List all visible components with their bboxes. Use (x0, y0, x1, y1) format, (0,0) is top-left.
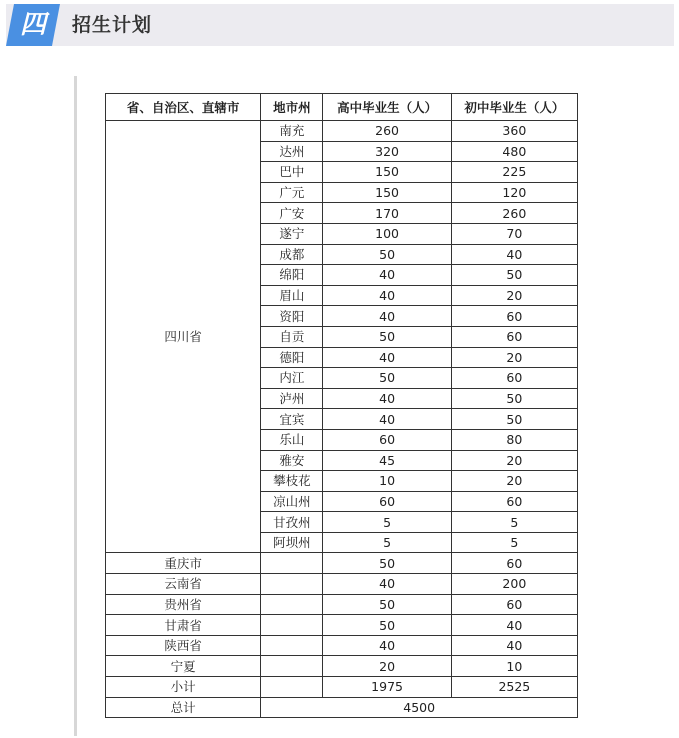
city-cell: 攀枝花 (261, 471, 323, 492)
high-school-cell: 40 (323, 574, 451, 595)
province-cell: 甘肃省 (106, 615, 261, 636)
junior-school-cell: 60 (451, 306, 577, 327)
province-cell: 四川省 (106, 121, 261, 553)
junior-school-cell: 50 (451, 409, 577, 430)
city-cell (261, 677, 323, 698)
total-row (106, 697, 578, 718)
high-school-cell: 40 (323, 347, 451, 368)
high-school-cell: 40 (323, 285, 451, 306)
high-school-cell: 5 (323, 512, 451, 533)
junior-school-cell: 360 (451, 121, 577, 142)
high-school-cell: 40 (323, 635, 451, 656)
section-number: 四 (19, 10, 46, 40)
city-cell: 广元 (261, 182, 323, 203)
subtotal-row (106, 677, 578, 698)
column-header-province: 省、自治区、直辖市 (106, 94, 261, 121)
junior-school-cell: 70 (451, 223, 577, 244)
junior-school-cell: 260 (451, 203, 577, 224)
high-school-cell: 40 (323, 265, 451, 286)
junior-school-cell: 10 (451, 656, 577, 677)
junior-school-cell: 5 (451, 512, 577, 533)
high-school-cell: 260 (323, 121, 451, 142)
city-cell (261, 574, 323, 595)
table-header-row (106, 94, 578, 121)
high-school-cell: 50 (323, 615, 451, 636)
junior-school-cell: 480 (451, 141, 577, 162)
high-school-cell: 50 (323, 244, 451, 265)
high-school-cell: 10 (323, 471, 451, 492)
junior-school-cell: 60 (451, 491, 577, 512)
column-header-city: 地市州 (261, 94, 323, 121)
junior-school-cell: 60 (451, 594, 577, 615)
city-cell: 宜宾 (261, 409, 323, 430)
city-cell: 资阳 (261, 306, 323, 327)
province-cell: 重庆市 (106, 553, 261, 574)
total-value: 4500 (261, 697, 578, 718)
city-cell (261, 635, 323, 656)
junior-school-cell: 5 (451, 532, 577, 553)
high-school-cell: 50 (323, 594, 451, 615)
city-cell: 凉山州 (261, 491, 323, 512)
total-label: 总计 (106, 697, 261, 718)
junior-school-cell: 60 (451, 553, 577, 574)
high-school-cell: 320 (323, 141, 451, 162)
junior-school-cell: 20 (451, 471, 577, 492)
city-cell (261, 615, 323, 636)
junior-school-cell: 225 (451, 162, 577, 183)
subtotal-junior-school: 2525 (451, 677, 577, 698)
high-school-cell: 5 (323, 532, 451, 553)
city-cell: 德阳 (261, 347, 323, 368)
junior-school-cell: 80 (451, 429, 577, 450)
junior-school-cell: 60 (451, 368, 577, 389)
table-row (106, 615, 578, 636)
city-cell: 乐山 (261, 429, 323, 450)
table-body (106, 121, 578, 718)
junior-school-cell: 40 (451, 615, 577, 636)
high-school-cell: 40 (323, 409, 451, 430)
junior-school-cell: 50 (451, 388, 577, 409)
city-cell: 南充 (261, 121, 323, 142)
province-cell: 陕西省 (106, 635, 261, 656)
city-cell: 阿坝州 (261, 532, 323, 553)
column-header-junior-school: 初中毕业生（人） (451, 94, 577, 121)
high-school-cell: 50 (323, 553, 451, 574)
city-cell: 广安 (261, 203, 323, 224)
high-school-cell: 40 (323, 388, 451, 409)
high-school-cell: 45 (323, 450, 451, 471)
city-cell: 遂宁 (261, 223, 323, 244)
table-row (106, 656, 578, 677)
section-title: 招生计划 (72, 14, 153, 36)
junior-school-cell: 20 (451, 347, 577, 368)
section-number-badge (6, 4, 60, 46)
city-cell: 达州 (261, 141, 323, 162)
city-cell: 绵阳 (261, 265, 323, 286)
city-cell: 雅安 (261, 450, 323, 471)
table-row (106, 121, 578, 142)
high-school-cell: 150 (323, 162, 451, 183)
city-cell: 眉山 (261, 285, 323, 306)
junior-school-cell: 40 (451, 244, 577, 265)
high-school-cell: 170 (323, 203, 451, 224)
city-cell: 成都 (261, 244, 323, 265)
junior-school-cell: 20 (451, 285, 577, 306)
table-row (106, 635, 578, 656)
city-cell (261, 656, 323, 677)
table-row (106, 594, 578, 615)
high-school-cell: 50 (323, 368, 451, 389)
junior-school-cell: 20 (451, 450, 577, 471)
junior-school-cell: 200 (451, 574, 577, 595)
junior-school-cell: 50 (451, 265, 577, 286)
city-cell: 内江 (261, 368, 323, 389)
city-cell (261, 594, 323, 615)
enrollment-plan-table (105, 93, 578, 718)
high-school-cell: 60 (323, 491, 451, 512)
quote-bar (74, 76, 77, 736)
province-cell: 宁夏 (106, 656, 261, 677)
table-row (106, 574, 578, 595)
table-row (106, 553, 578, 574)
high-school-cell: 40 (323, 306, 451, 327)
high-school-cell: 20 (323, 656, 451, 677)
subtotal-label: 小计 (106, 677, 261, 698)
column-header-high-school: 高中毕业生（人） (323, 94, 451, 121)
city-cell: 巴中 (261, 162, 323, 183)
junior-school-cell: 60 (451, 326, 577, 347)
high-school-cell: 50 (323, 326, 451, 347)
city-cell: 自贡 (261, 326, 323, 347)
city-cell: 泸州 (261, 388, 323, 409)
high-school-cell: 150 (323, 182, 451, 203)
province-cell: 云南省 (106, 574, 261, 595)
high-school-cell: 100 (323, 223, 451, 244)
subtotal-high-school: 1975 (323, 677, 451, 698)
junior-school-cell: 40 (451, 635, 577, 656)
province-cell: 贵州省 (106, 594, 261, 615)
city-cell: 甘孜州 (261, 512, 323, 533)
city-cell (261, 553, 323, 574)
junior-school-cell: 120 (451, 182, 577, 203)
high-school-cell: 60 (323, 429, 451, 450)
